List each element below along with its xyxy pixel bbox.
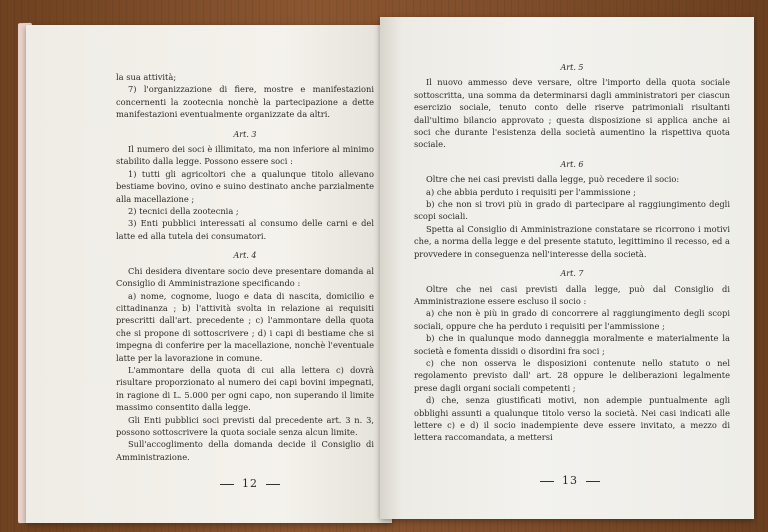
text-paragraph: a) che abbia perduto i requisiti per l'ammissione ;: [426, 186, 636, 197]
right-page: [380, 17, 754, 519]
text-paragraph: a) nome, cognome, luogo e data di nascita, domicilio e cittadinanza ; b) l'attività svolta in relazione ai requisiti prescritti dall'art. precedente ; c) l'ammontare della quota che si propone di sottoscrivere ; d) i capi di bestiame che si impegna di conferire per la macellazione, nonchè l'eventuale latte per la lavorazione in comune.: [116, 290, 374, 363]
right-page-text: [414, 62, 730, 444]
article-heading: Art. 4: [233, 251, 257, 261]
article-heading: Art. 7: [560, 269, 584, 279]
text-line: la sua attività;: [116, 72, 177, 82]
text-paragraph: c) che non osserva le disposizioni contenute nello statuto o nel regolamento previsto dall' art. 28 oppure le deliberazioni legalmente prese dagli organi sociali competenti ;: [414, 357, 730, 393]
text-paragraph: Il nuovo ammesso deve versare, oltre l'importo della quota sociale sottoscritta, una somma da determinarsi dagli amministratori per ciascun esercizio sociale, tenuto conto delle riserve patrimoniali risultanti dall'ultimo bilancio approvato ; questa disposizione si applica anche ai soci che durante l'esistenza della società aumentino la rispettiva quota sociale.: [414, 77, 730, 150]
text-paragraph: Chi desidera diventare socio deve presentare domanda al Consiglio di Amministrazione specificando :: [116, 265, 374, 289]
article-heading: Art. 5: [560, 63, 584, 72]
text-paragraph: Oltre che nei casi previsti dalla legge, può recedere il socio:: [426, 174, 680, 185]
left-page: [26, 25, 392, 523]
text-paragraph: 2) tecnici della zootecnia ;: [128, 206, 239, 217]
text-paragraph: L'ammontare della quota di cui alla lettera c) dovrà risultare proporzionato al numero dei capi bovini impegnati, in ragione di L. 5.000 per ogni capo, non superando il limite massimo consentito dalla legge.: [116, 364, 374, 413]
text-paragraph: b) che non si trovi più in grado di partecipare al raggiungimento degli scopi sociali.: [414, 199, 730, 222]
text-paragraph: 3) Enti pubblici interessati al consumo delle carni e del latte ed alla tutela dei consumatori.: [116, 218, 374, 241]
text-paragraph: Sull'accoglimento della domanda decide il Consiglio di Amministrazione.: [116, 439, 374, 462]
text-paragraph: a) che non è più in grado di concorrere al raggiungimento degli scopi sociali, oppure che ha perduto i requisiti per l'ammissione ;: [414, 308, 730, 331]
text-paragraph: 7) l'organizzazione di fiere, mostre e manifestazioni concernenti la zootecnia nonchè la partecipazione a dette manifestazioni eventualmente organizzate da altri.: [116, 84, 374, 120]
text-paragraph: 1) tutti gli agricoltori che a qualunque titolo allevano bestiame bovino, ovino e suino destinato anche parzialmente alla macellazione ;: [116, 168, 374, 204]
text-paragraph: Il numero dei soci è illimitato, ma non inferiore al minimo stabilito dalla legge. Possono essere soci :: [116, 144, 374, 167]
article-heading: Art. 3: [233, 129, 257, 139]
page-number: 13: [532, 474, 608, 487]
text-paragraph: d) che, senza giustificati motivi, non adempie puntualmente agli obblighi assunti a qualunque titolo verso la società. Nei casi indicati alle lettere c) e d) il socio inadempiente deve essere invitato, a mezzo di lettera raccomandata, a mettersi: [414, 395, 730, 443]
left-page-text: [116, 71, 374, 463]
text-paragraph: b) che in qualunque modo danneggia moralmente e materialmente la società e fomenta dissidi o disordini fra soci ;: [414, 333, 730, 356]
page-number: 12: [212, 477, 288, 490]
article-heading: Art. 6: [560, 159, 584, 169]
open-booklet: [18, 15, 760, 527]
text-paragraph: Oltre che nei casi previsti dalla legge, può dal Consiglio di Amministrazione essere escluso il socio :: [414, 283, 730, 306]
text-paragraph: Spetta al Consiglio di Amministrazione constatare se ricorrono i motivi che, a norma della legge e del presente statuto, legittimino il recesso, ed a provvedere in conseguenza nell'interesse della società.: [414, 223, 730, 259]
text-paragraph: Gli Enti pubblici soci previsti dal precedente art. 3 n. 3, possono sottoscrivere la quota sociale senza alcun limite.: [116, 414, 374, 437]
